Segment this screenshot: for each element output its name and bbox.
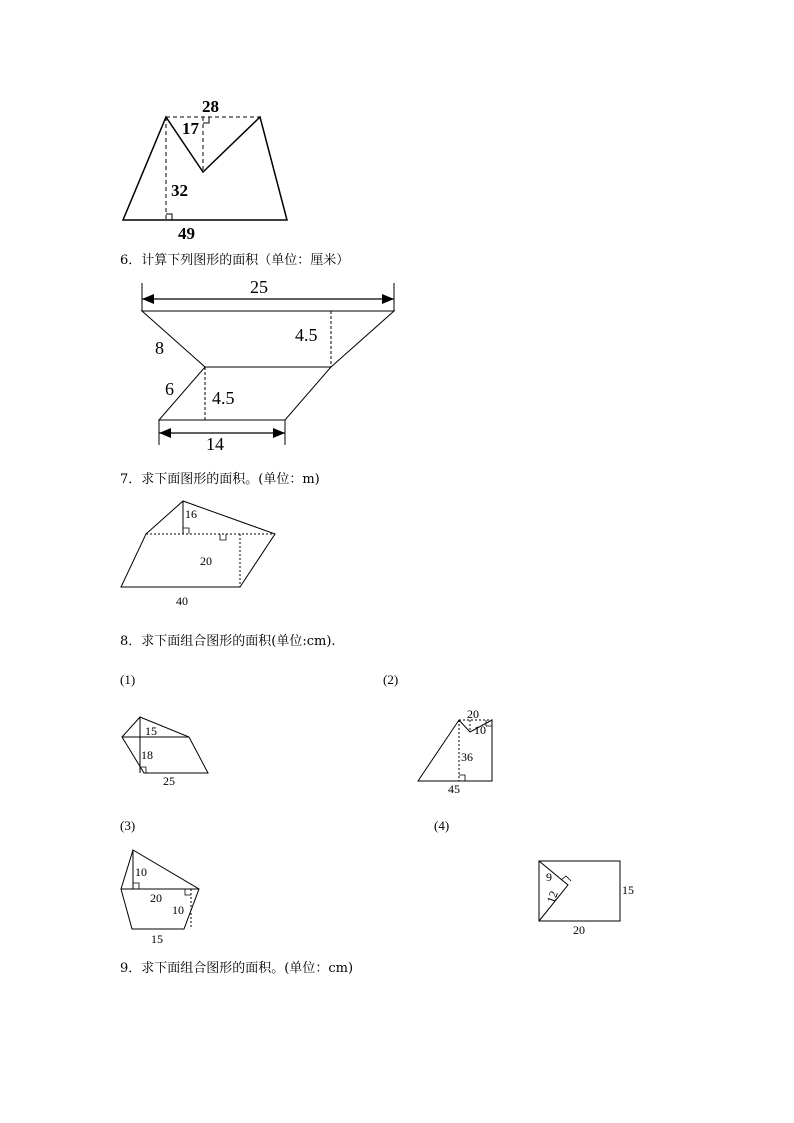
sub-2-label: (2) bbox=[383, 672, 399, 687]
label-40: 40 bbox=[176, 594, 188, 608]
label-15: 15 bbox=[145, 724, 157, 738]
label-9: 9 bbox=[546, 870, 552, 884]
label-10-right: 10 bbox=[172, 903, 184, 917]
label-10-top: 10 bbox=[135, 865, 147, 879]
label-20: 20 bbox=[573, 923, 585, 937]
label-45: 45 bbox=[448, 782, 460, 796]
label-12: 12 bbox=[543, 888, 561, 906]
question-8-label: 8．求下面组合图形的面积(单位:cm). bbox=[120, 634, 336, 649]
label-15: 15 bbox=[622, 883, 634, 897]
label-25: 25 bbox=[250, 277, 268, 297]
label-15: 15 bbox=[151, 932, 163, 946]
label-32: 32 bbox=[171, 181, 188, 200]
figure-q8-2 bbox=[410, 705, 510, 800]
label-8: 8 bbox=[155, 338, 164, 358]
label-18: 18 bbox=[141, 748, 153, 762]
question-9-label: 9．求下面组合图形的面积。(单位：cm) bbox=[120, 961, 354, 976]
sub-3-label: (3) bbox=[120, 818, 136, 833]
label-17: 17 bbox=[182, 119, 199, 138]
sub-1-label: (1) bbox=[120, 672, 136, 687]
label-20: 20 bbox=[150, 891, 162, 905]
figure-q8-3 bbox=[115, 845, 215, 945]
label-4.5-top: 4.5 bbox=[295, 325, 318, 345]
figure-q8-1 bbox=[115, 710, 215, 790]
label-20: 20 bbox=[200, 554, 212, 568]
label-16: 16 bbox=[185, 507, 197, 521]
label-25: 25 bbox=[163, 774, 175, 788]
figure-q7 bbox=[115, 490, 285, 610]
question-6-label: 6．计算下列图形的面积（单位：厘米） bbox=[120, 253, 350, 268]
label-20: 20 bbox=[467, 707, 479, 721]
label-4.5-bottom: 4.5 bbox=[212, 388, 235, 408]
label-28: 28 bbox=[202, 97, 219, 116]
label-49: 49 bbox=[178, 224, 195, 243]
label-14: 14 bbox=[206, 434, 224, 454]
figure-q8-4 bbox=[530, 850, 650, 940]
label-36: 36 bbox=[461, 750, 473, 764]
label-10: 10 bbox=[474, 723, 486, 737]
sub-4-label: (4) bbox=[434, 818, 450, 833]
figure-q6 bbox=[130, 275, 420, 455]
question-7-label: 7．求下面图形的面积。(单位：m) bbox=[120, 472, 320, 487]
figure-trapezoid-notch bbox=[110, 90, 310, 250]
label-6: 6 bbox=[165, 379, 174, 399]
